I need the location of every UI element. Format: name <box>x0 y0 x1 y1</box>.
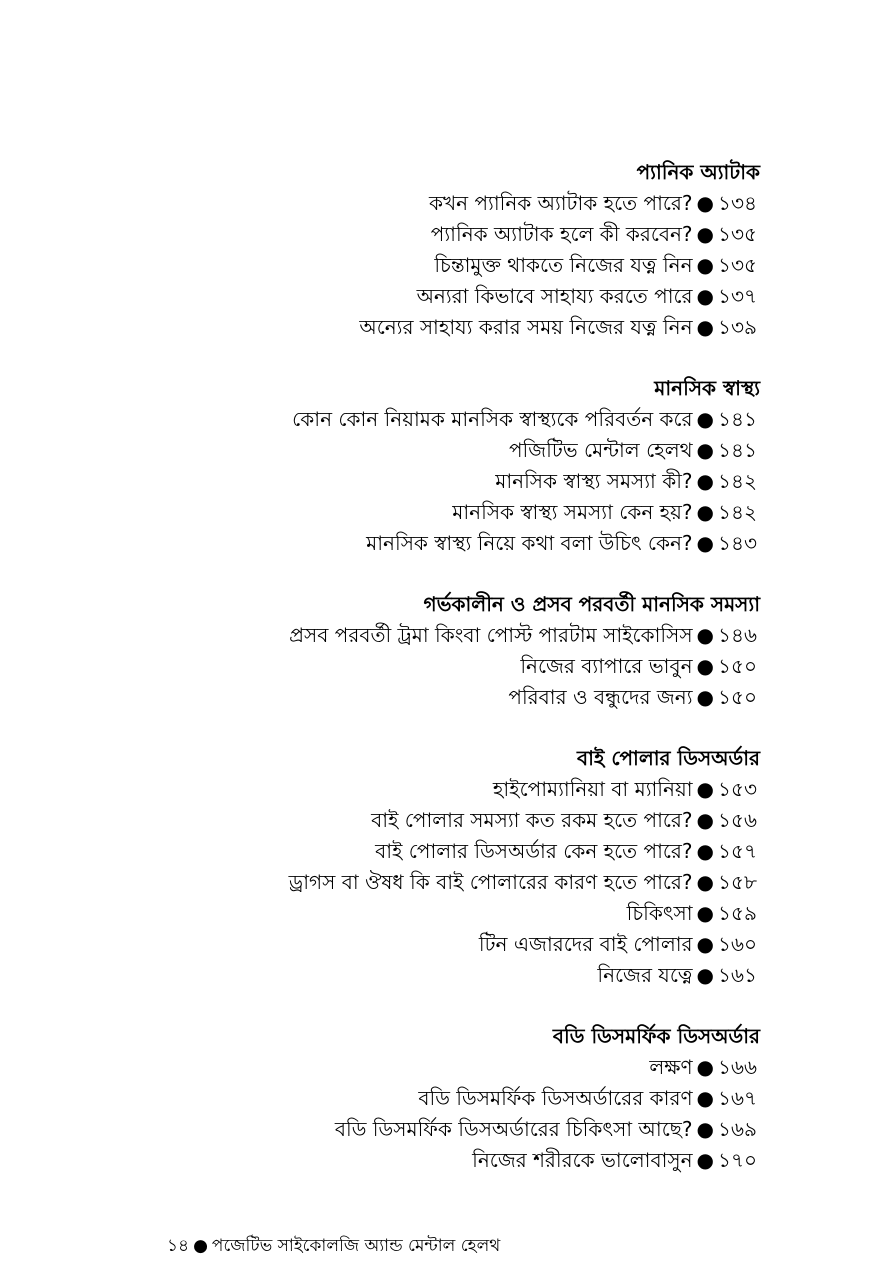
entry-page-number: ১৪১ <box>718 438 757 462</box>
bullet-icon: ● <box>696 1148 714 1172</box>
bullet-icon: ● <box>696 315 714 339</box>
entry-page-number: ১৬৬ <box>718 1055 757 1079</box>
toc-entry <box>140 219 760 250</box>
bullet-icon: ● <box>696 407 714 431</box>
entry-title: মানসিক স্বাস্থ্য নিয়ে কথা বলা উচিৎ কেন? <box>366 531 693 555</box>
toc-entry <box>140 805 760 836</box>
toc-entry <box>140 466 760 497</box>
section-title: প্যানিক অ্যাটাক <box>636 160 760 184</box>
entry-title: প্রসব পরবর্তী ট্রমা কিংবা পোস্ট পারটাম সাইকোসিস <box>289 623 693 647</box>
bullet-icon: ● <box>696 253 714 277</box>
entry-title: ড্রাগস বা ঔষধ কি বাই পোলারের কারণ হতে পারে? <box>288 870 693 894</box>
entry-page-number: ১৫৭ <box>718 839 757 863</box>
page-footer <box>167 1234 500 1258</box>
entry-page-number: ১৫০ <box>718 654 757 678</box>
entry-page-number: ১৪২ <box>718 500 757 524</box>
bullet-icon: ● <box>696 1117 714 1141</box>
bullet-icon: ● <box>696 500 714 524</box>
section-title: বাই পোলার ডিসঅর্ডার <box>577 746 760 770</box>
bullet-icon: ● <box>696 1086 714 1110</box>
entry-title: কখন প্যানিক অ্যাটাক হতে পারে? <box>429 191 693 215</box>
table-of-contents <box>140 156 760 1205</box>
bullet-icon: ● <box>696 870 714 894</box>
entry-title: টিন এজারদের বাই পোলার <box>478 932 693 956</box>
bullet-icon: ● <box>696 438 714 462</box>
entry-page-number: ১৪১ <box>718 407 757 431</box>
entry-title: বাই পোলার ডিসঅর্ডার কেন হতে পারে? <box>375 839 693 863</box>
entry-page-number: ১৭০ <box>718 1148 757 1172</box>
entry-page-number: ১৫৬ <box>718 808 757 832</box>
section-title: বডি ডিসমর্ফিক ডিসঅর্ডার <box>552 1024 760 1048</box>
bullet-icon: ● <box>696 932 714 956</box>
entry-page-number: ১৪৬ <box>718 623 757 647</box>
entry-title: বডি ডিসমর্ফিক ডিসঅর্ডারের চিকিৎসা আছে? <box>334 1117 693 1141</box>
bullet-icon: ● <box>696 839 714 863</box>
bullet-icon: ● <box>696 685 714 709</box>
entry-title: অন্যরা কিভাবে সাহায্য করতে পারে <box>416 284 693 308</box>
toc-entry <box>140 250 760 281</box>
entry-title: নিজের শরীরকে ভালোবাসুন <box>472 1148 693 1172</box>
entry-page-number: ১৬০ <box>718 932 757 956</box>
bullet-icon: ● <box>696 531 714 555</box>
bullet-icon: ● <box>696 808 714 832</box>
entry-title: কোন কোন নিয়ামক মানসিক স্বাস্থ্যকে পরিবর্তন করে <box>292 407 693 431</box>
entry-title: নিজের যত্নে <box>597 963 693 987</box>
toc-entry <box>140 867 760 898</box>
entry-page-number: ১৩৯ <box>718 315 757 339</box>
entry-title: নিজের ব্যাপারে ভাবুন <box>520 654 693 678</box>
bullet-icon: ● <box>696 469 714 493</box>
toc-section <box>140 588 760 713</box>
toc-entry <box>140 528 760 559</box>
entry-page-number: ১৫৩ <box>718 777 757 801</box>
bullet-icon: ● <box>696 191 714 215</box>
entry-title: প্যানিক অ্যাটাক হলে কী করবেন? <box>430 222 693 246</box>
bullet-icon: ● <box>696 777 714 801</box>
entry-title: মানসিক স্বাস্থ্য সমস্যা কেন হয়? <box>452 500 693 524</box>
section-title: মানসিক স্বাস্থ্য <box>654 376 760 400</box>
bullet-icon: ● <box>696 1055 714 1079</box>
toc-entry <box>140 836 760 867</box>
toc-entry <box>140 774 760 805</box>
entry-title: চিকিৎসা <box>626 901 693 925</box>
section-title: গর্ভকালীন ও প্রসব পরবর্তী মানসিক সমস্যা <box>423 592 760 616</box>
entry-title: হাইপোম্যানিয়া বা ম্যানিয়া <box>492 777 693 801</box>
bullet-icon: ● <box>696 222 714 246</box>
entry-page-number: ১৪৩ <box>718 531 757 555</box>
bullet-icon: ● <box>696 963 714 987</box>
toc-entry <box>140 929 760 960</box>
entry-title: চিন্তামুক্ত থাকতে নিজের যত্ন নিন <box>434 253 693 277</box>
bullet-icon: ● <box>696 623 714 647</box>
entry-page-number: ১৫০ <box>718 685 757 709</box>
toc-entry <box>140 620 760 651</box>
toc-entry <box>140 1114 760 1145</box>
toc-section <box>140 1020 760 1176</box>
toc-entry <box>140 312 760 343</box>
toc-section <box>140 742 760 991</box>
toc-section <box>140 156 760 343</box>
entry-page-number: ১৪২ <box>718 469 757 493</box>
toc-entry <box>140 651 760 682</box>
entry-page-number: ১৩৫ <box>718 253 757 277</box>
toc-entry <box>140 960 760 991</box>
entry-page-number: ১৩৫ <box>718 222 757 246</box>
footer-page-number: ১৪ <box>167 1236 190 1256</box>
entry-title: পজিটিভ মেন্টাল হেলথ <box>508 438 693 462</box>
bullet-icon: ● <box>193 1236 208 1256</box>
toc-entry <box>140 497 760 528</box>
bullet-icon: ● <box>696 284 714 308</box>
entry-page-number: ১৩৪ <box>718 191 757 215</box>
entry-title: অন্যের সাহায্য করার সময় নিজের যত্ন নিন <box>359 315 693 339</box>
toc-entry <box>140 898 760 929</box>
toc-entry <box>140 682 760 713</box>
toc-entry <box>140 1145 760 1176</box>
toc-entry <box>140 1052 760 1083</box>
bullet-icon: ● <box>696 654 714 678</box>
toc-section <box>140 372 760 559</box>
entry-page-number: ১৩৭ <box>718 284 757 308</box>
entry-page-number: ১৬৯ <box>718 1117 757 1141</box>
entry-title: লক্ষণ <box>649 1055 693 1079</box>
toc-entry <box>140 435 760 466</box>
entry-page-number: ১৬৭ <box>718 1086 757 1110</box>
toc-entry <box>140 188 760 219</box>
entry-title: পরিবার ও বন্ধুদের জন্য <box>508 685 693 709</box>
toc-entry <box>140 404 760 435</box>
entry-title: বাই পোলার সমস্যা কত রকম হতে পারে? <box>371 808 693 832</box>
toc-entry <box>140 1083 760 1114</box>
entry-title: মানসিক স্বাস্থ্য সমস্যা কী? <box>495 469 693 493</box>
entry-page-number: ১৫৯ <box>718 901 757 925</box>
toc-entry <box>140 281 760 312</box>
entry-page-number: ১৬১ <box>718 963 757 987</box>
footer-book-title: পজেটিভ সাইকোলজি অ্যান্ড মেন্টাল হেলথ <box>211 1236 501 1256</box>
entry-title: বডি ডিসমর্ফিক ডিসঅর্ডারের কারণ <box>418 1086 693 1110</box>
bullet-icon: ● <box>696 901 714 925</box>
entry-page-number: ১৫৮ <box>718 870 757 894</box>
